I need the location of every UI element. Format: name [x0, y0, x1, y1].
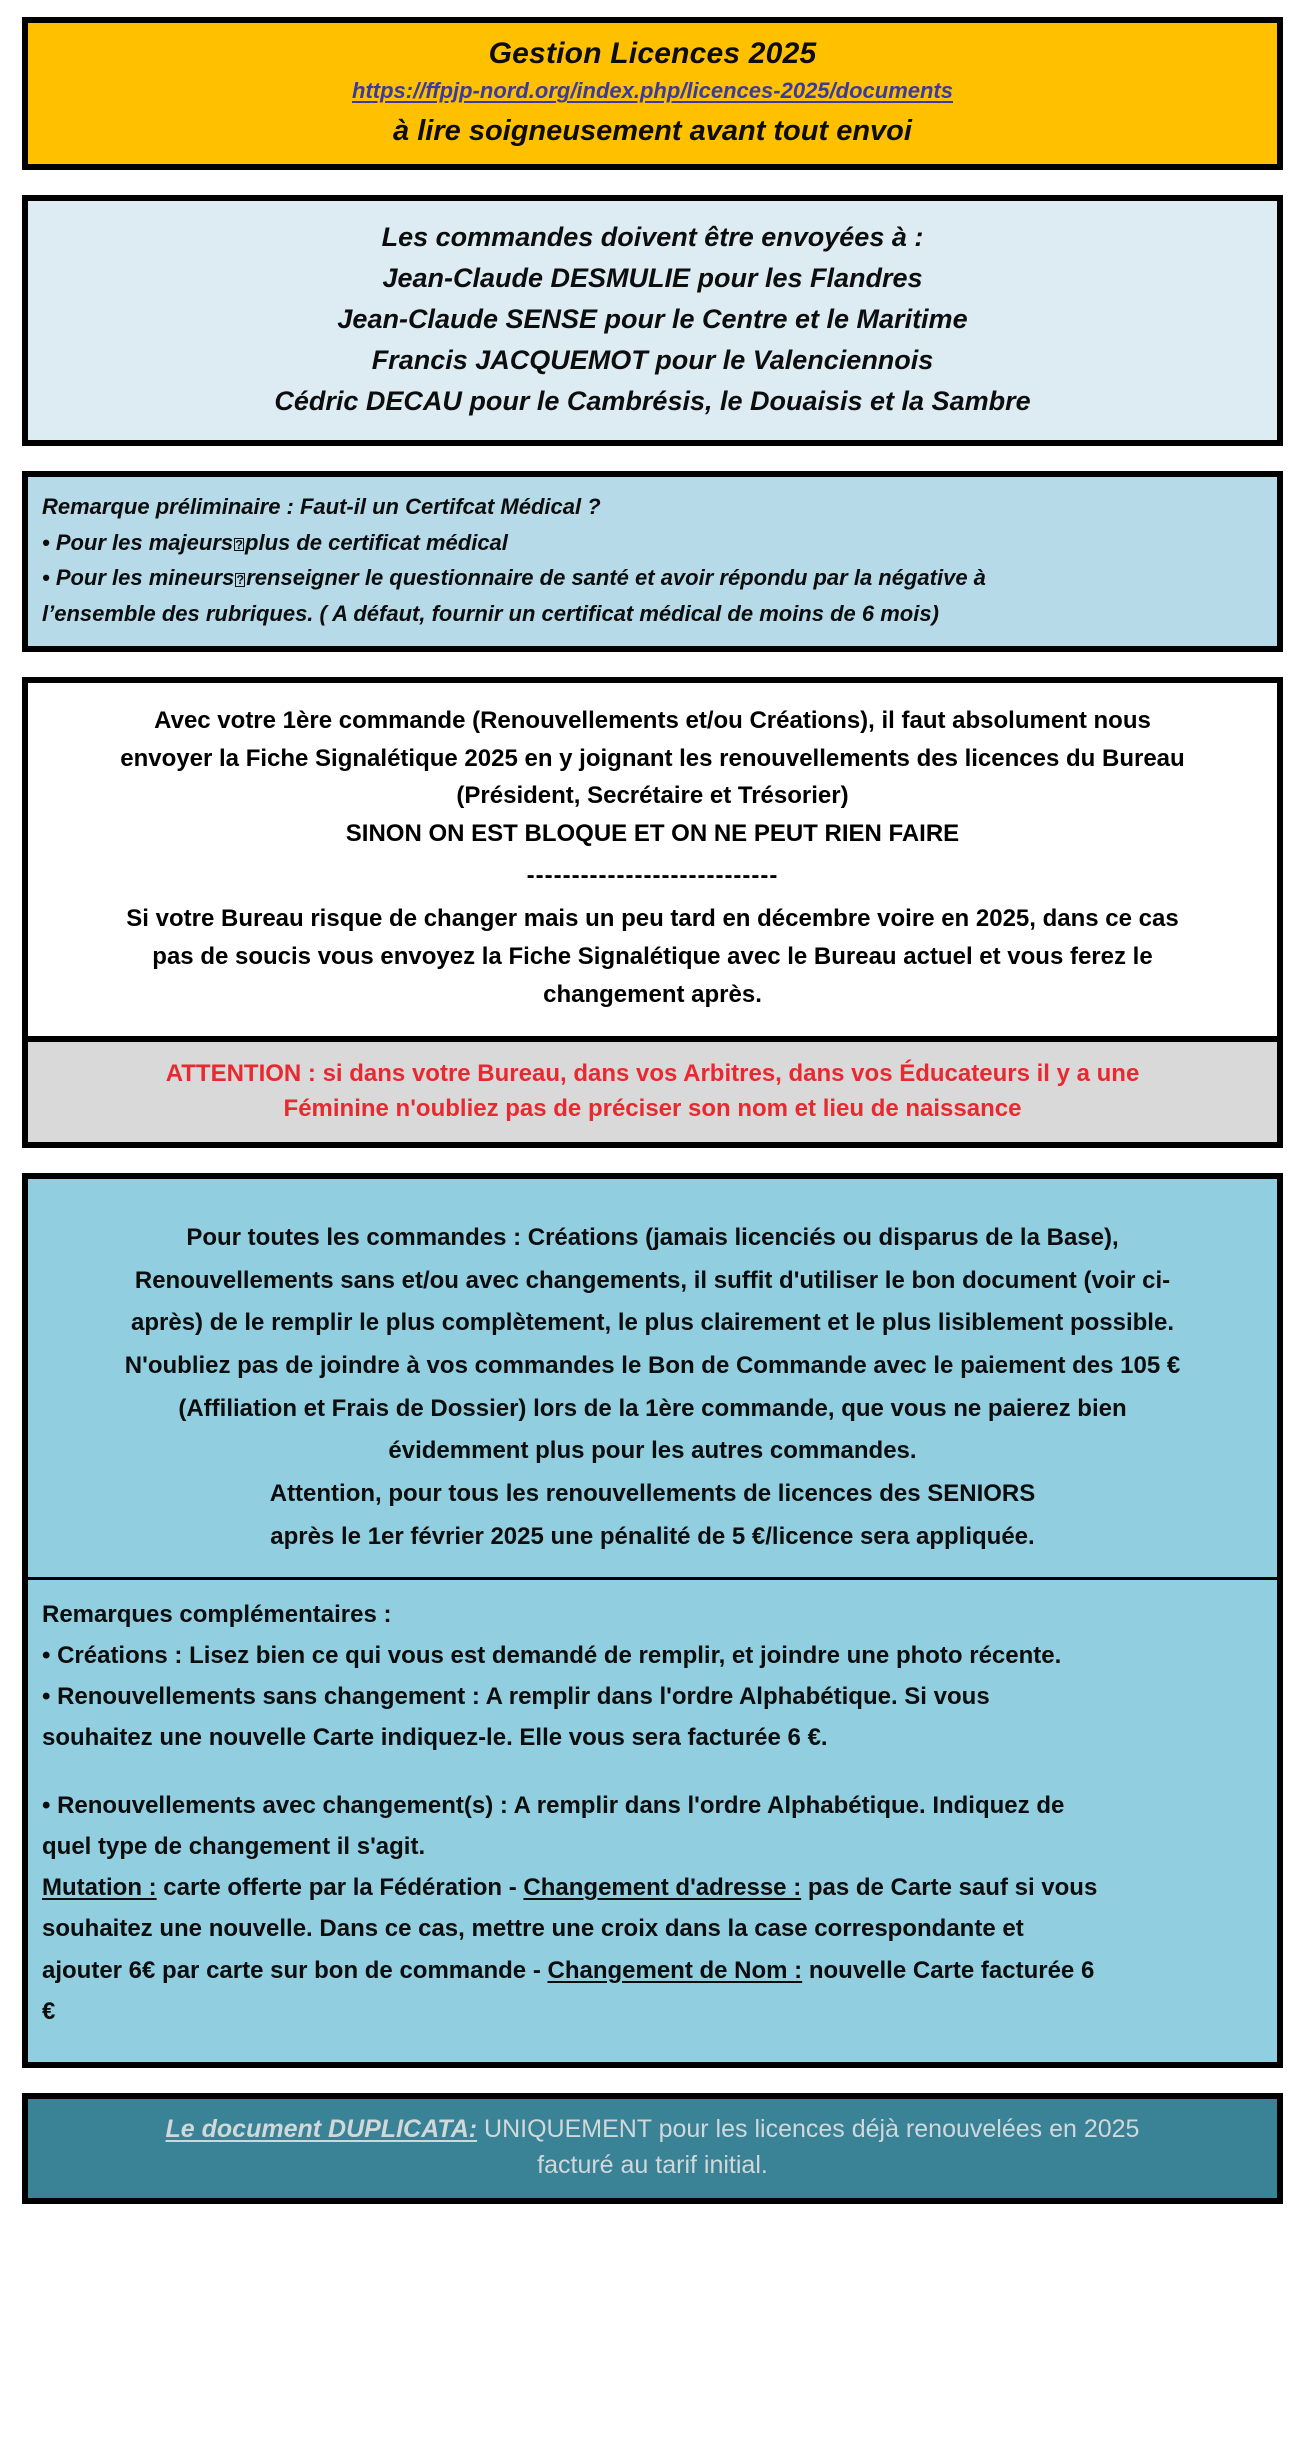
name-change-text: nouvelle Carte facturée 6 [802, 1956, 1095, 1984]
address-change-label: Changement d'adresse : [523, 1874, 802, 1902]
extra-remarks-renew-change-cont: quel type de changement il s'agit. [42, 1832, 426, 1860]
duplicata-line [48, 2112, 1257, 2148]
orders-panel [22, 1173, 1283, 2068]
recipient-item: Jean-Claude SENSE pour le Centre et le Maritime [337, 304, 968, 335]
missing-glyph-icon: ? [235, 537, 243, 552]
duplicata-text: UNIQUEMENT pour les licences déjà renouvelées en 2025 [477, 2115, 1140, 2144]
notice-line: Si votre Bureau risque de changer mais un peu tard en décembre voire en 2025, dans ce cas [126, 905, 1179, 933]
notice-separator: ---------------------------- [526, 862, 779, 890]
recipients-intro: Les commandes doivent être envoyées à : [381, 222, 924, 252]
extra-remarks-change-types [42, 1867, 1263, 1908]
extra-remarks-change-types-cont: souhaitez une nouvelle. Dans ce cas, mettre une croix dans la case correspondante et [42, 1915, 1024, 1943]
duplicata-line-2: facturé au tarif initial. [537, 2150, 768, 2179]
header-subtitle: à lire soigneusement avant tout envoi [393, 114, 912, 147]
medical-bullet-mineurs-cont: l’ensemble des rubriques. ( A défaut, fournir un certificat médical de moins de 6 mois) [42, 601, 939, 627]
missing-glyph-icon: ? [236, 573, 245, 587]
notice-line-emphasis: SINON ON EST BLOQUE ET ON NE PEUT RIEN FAIRE [345, 820, 960, 848]
attention-line: Féminine n'oubliez pas de préciser son nom et lieu de naissance [283, 1095, 1022, 1123]
mutation-text: carte offerte par la Fédération - [156, 1874, 524, 1902]
attention-box [28, 1042, 1277, 1142]
notice-line: envoyer la Fiche Signalétique 2025 en y joignant les renouvellements des licences du Bureau [120, 744, 1185, 772]
orders-line: après) de le remplir le plus complètement, le plus clairement et le plus lisiblement possible. [131, 1309, 1174, 1337]
duplicata-box [22, 2093, 1283, 2204]
notice-line: changement après. [543, 980, 762, 1008]
orders-info-box [28, 1179, 1277, 1580]
extra-remarks-name-change [42, 1950, 1263, 1991]
documents-link[interactable]: https://ffpjp-nord.org/index.php/licences-2025/documents [352, 78, 953, 104]
orders-line: Pour toutes les commandes : Créations (jamais licenciés ou disparus de la Base), [186, 1223, 1119, 1251]
recipient-item: Cédric DECAU pour le Cambrésis, le Douaisis et la Sambre [274, 386, 1031, 417]
address-change-text: pas de Carte sauf si vous [801, 1874, 1098, 1902]
first-order-notice-wrapper [22, 677, 1283, 1148]
name-change-label: Changement de Nom : [547, 1956, 803, 1984]
extra-remarks-renew-nochange: • Renouvellements sans changement : A remplir dans l'ordre Alphabétique. Si vous [42, 1683, 990, 1711]
header-banner [22, 17, 1283, 170]
notice-line: (Président, Secrétaire et Trésorier) [456, 782, 849, 810]
page-title: Gestion Licences 2025 [488, 37, 817, 70]
extra-remarks-renew-nochange-cont: souhaitez une nouvelle Carte indiquez-le. Elle vous sera facturée 6 €. [42, 1724, 828, 1752]
extra-remarks-renew-change: • Renouvellements avec changement(s) : A remplir dans l'ordre Alphabétique. Indiquez de [42, 1791, 1065, 1819]
duplicata-label: Le document DUPLICATA: [165, 2115, 478, 2144]
medical-heading: Remarque préliminaire : Faut-il un Certifcat Médical ? [42, 494, 601, 520]
orders-line: (Affiliation et Frais de Dossier) lors de la 1ère commande, que vous ne paierez bien [178, 1394, 1127, 1422]
address-change-text-cont: ajouter 6€ par carte sur bon de commande - [42, 1956, 548, 1984]
recipient-item: Francis JACQUEMOT pour le Valenciennois [371, 345, 934, 376]
recipients-box [22, 195, 1283, 446]
medical-bullet-majeurs [42, 525, 1263, 561]
notice-line: Avec votre 1ère commande (Renouvellements et/ou Créations), il faut absolument nous [154, 706, 1151, 734]
extra-remarks-spacer [42, 1759, 1263, 1785]
extra-remarks-box [28, 1580, 1277, 2063]
extra-remarks-name-change-cont: € [42, 1997, 56, 2025]
orders-line: évidemment plus pour les autres commandes. [388, 1437, 917, 1465]
orders-line: Renouvellements sans et/ou avec changements, il suffit d'utiliser le bon document (voir ci- [134, 1266, 1171, 1294]
orders-warning-line: Attention, pour tous les renouvellements de licences des SENIORS [269, 1480, 1036, 1508]
attention-line: ATTENTION : si dans votre Bureau, dans vos Arbitres, dans vos Éducateurs il y a une [165, 1059, 1140, 1087]
medical-certificate-box [22, 471, 1283, 652]
medical-bullet-majeurs-after: plus de certificat médical [245, 529, 508, 555]
recipient-item: Jean-Claude DESMULIE pour les Flandres [382, 263, 923, 294]
medical-bullet-mineurs-after: renseigner le questionnaire de santé et avoir répondu par la négative à [246, 565, 986, 591]
medical-bullet-mineurs-before: • Pour les mineurs [42, 565, 235, 591]
orders-warning-line: après le 1er février 2025 une pénalité de 5 €/licence sera appliquée. [270, 1522, 1035, 1550]
extra-remarks-creations: • Créations : Lisez bien ce qui vous est demandé de remplir, et joindre une photo récente. [42, 1641, 1062, 1669]
first-order-notice [28, 683, 1277, 1042]
extra-remarks-heading: Remarques complémentaires : [42, 1600, 392, 1628]
medical-bullet-mineurs [42, 560, 1263, 596]
notice-line: pas de soucis vous envoyez la Fiche Signalétique avec le Bureau actuel et vous ferez le [152, 942, 1153, 970]
medical-bullet-majeurs-before: • Pour les majeurs [42, 529, 234, 555]
orders-line: N'oubliez pas de joindre à vos commandes le Bon de Commande avec le paiement des 105 € [124, 1351, 1181, 1379]
mutation-label: Mutation : [42, 1874, 157, 1902]
